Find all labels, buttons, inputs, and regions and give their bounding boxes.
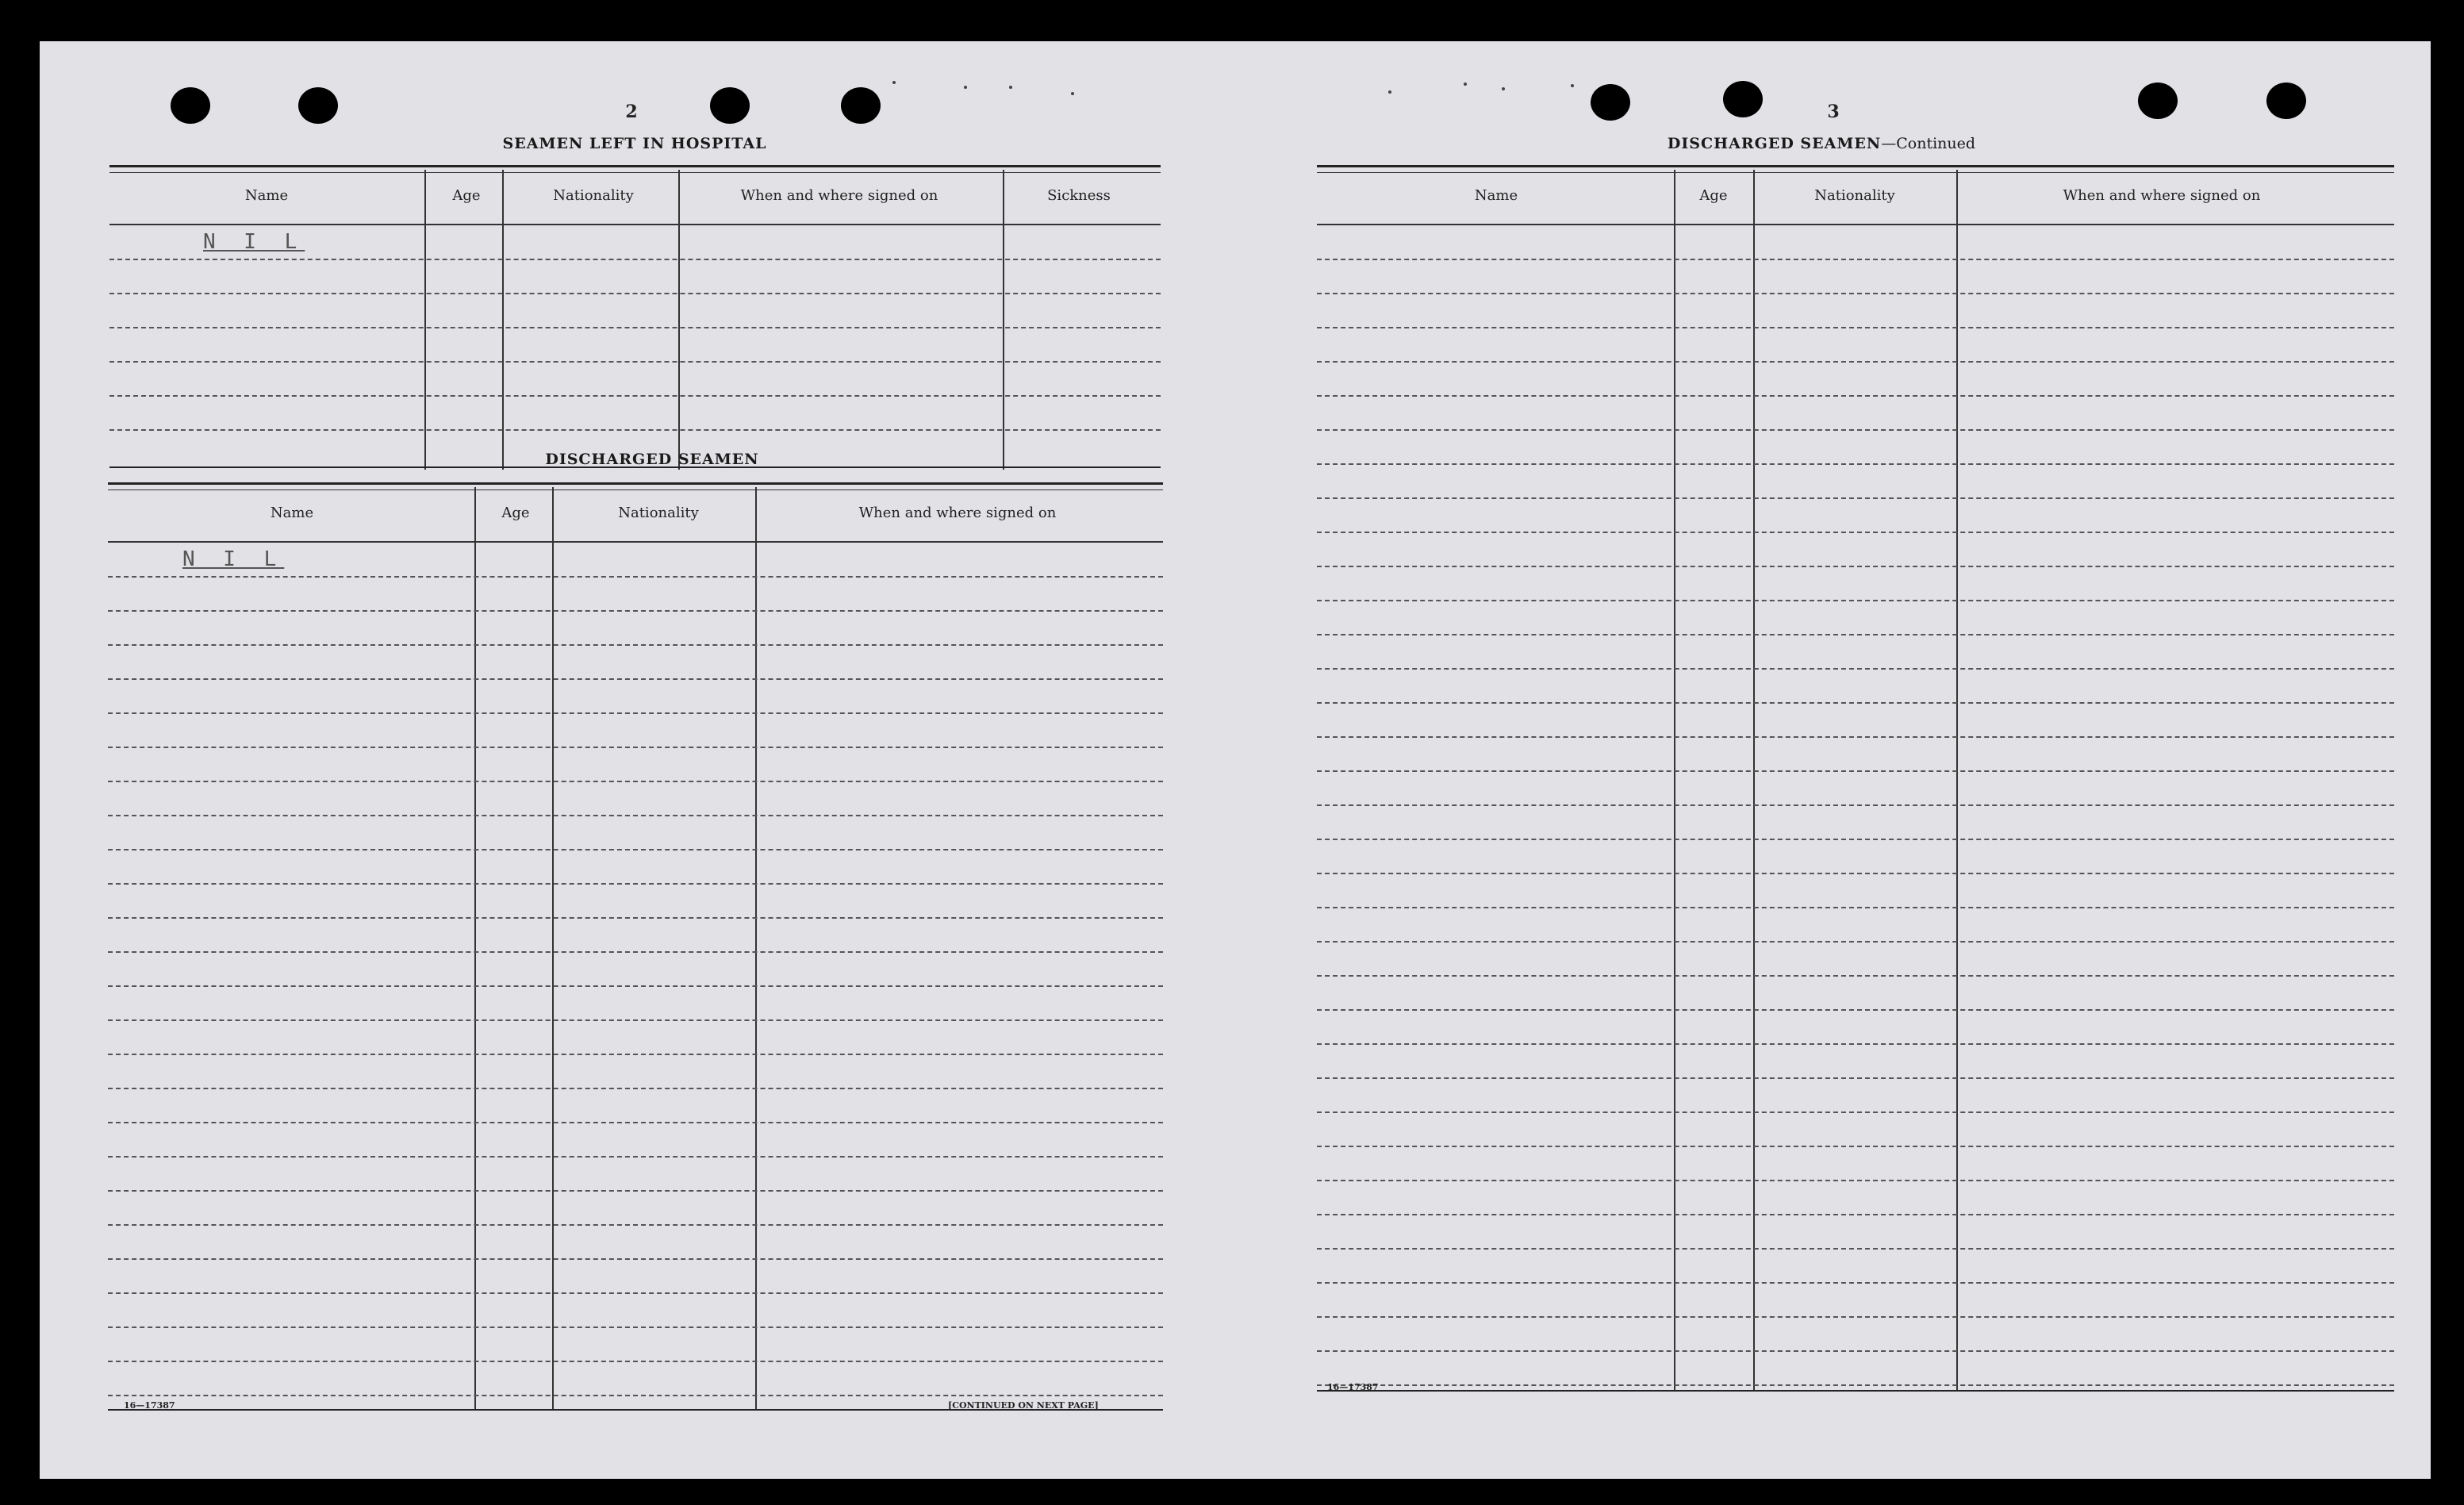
row-line bbox=[1317, 293, 2394, 294]
column-header-age: Age bbox=[452, 187, 481, 204]
column-divider bbox=[474, 487, 476, 1411]
row-line bbox=[1317, 1248, 2394, 1250]
column-header-signed-on: When and where signed on bbox=[858, 505, 1057, 521]
row-line bbox=[109, 293, 1161, 294]
row-line bbox=[108, 1258, 1163, 1260]
row-line bbox=[108, 610, 1163, 612]
row-line bbox=[1317, 736, 2394, 738]
column-header-nationality: Nationality bbox=[553, 187, 634, 204]
page-number-right: 3 bbox=[1827, 102, 1840, 122]
column-divider bbox=[1956, 170, 1958, 1392]
row-line bbox=[108, 815, 1163, 816]
row-line bbox=[1317, 1146, 2394, 1147]
section-title-discharged-continued bbox=[1668, 135, 1975, 152]
row-line bbox=[108, 1190, 1163, 1192]
speck bbox=[1571, 84, 1574, 87]
row-line bbox=[1317, 1214, 2394, 1215]
row-line bbox=[1317, 770, 2394, 772]
column-header-nationality: Nationality bbox=[1814, 187, 1895, 204]
row-line bbox=[109, 429, 1161, 431]
row-line bbox=[109, 327, 1161, 328]
page-number-left: 2 bbox=[625, 102, 638, 122]
row-line bbox=[1317, 566, 2394, 567]
column-header-name: Name bbox=[1474, 187, 1518, 204]
punch-hole bbox=[298, 87, 338, 124]
punch-hole bbox=[1591, 84, 1630, 121]
row-line bbox=[109, 395, 1161, 397]
row-line bbox=[1317, 1350, 2394, 1352]
hospital-entry-nil: N I L bbox=[203, 230, 305, 254]
row-line bbox=[1317, 1180, 2394, 1181]
header-underline bbox=[1317, 224, 2394, 225]
row-line bbox=[108, 1019, 1163, 1021]
row-line bbox=[1317, 873, 2394, 874]
row-line bbox=[1317, 1282, 2394, 1284]
row-line bbox=[108, 678, 1163, 680]
speck bbox=[1502, 87, 1505, 90]
punch-hole bbox=[710, 87, 750, 124]
title-suffix: —Continued bbox=[1881, 135, 1976, 152]
row-line bbox=[108, 644, 1163, 646]
column-divider bbox=[424, 170, 426, 470]
row-line bbox=[108, 1292, 1163, 1294]
row-line bbox=[1317, 668, 2394, 670]
punch-hole bbox=[841, 87, 881, 124]
row-line bbox=[1317, 395, 2394, 397]
speck bbox=[1388, 90, 1391, 94]
column-header-age: Age bbox=[501, 505, 530, 521]
table-top-rule bbox=[108, 482, 1163, 490]
row-line bbox=[1317, 532, 2394, 533]
row-line bbox=[1317, 634, 2394, 635]
punch-hole bbox=[2138, 83, 2178, 119]
discharged-entry-nil: N I L bbox=[182, 547, 285, 571]
discharged-table-left bbox=[108, 482, 1163, 1434]
row-line bbox=[1317, 1384, 2394, 1386]
speck bbox=[1009, 86, 1012, 89]
row-line bbox=[108, 747, 1163, 748]
row-line bbox=[108, 883, 1163, 885]
row-line bbox=[108, 1156, 1163, 1158]
row-line bbox=[1317, 1111, 2394, 1113]
continued-note: [CONTINUED ON NEXT PAGE] bbox=[948, 1400, 1099, 1411]
form-number-right: 16—17387 bbox=[1327, 1382, 1379, 1392]
row-line bbox=[1317, 975, 2394, 977]
column-header-name: Name bbox=[244, 187, 289, 204]
row-line bbox=[108, 1361, 1163, 1362]
section-title-discharged: DISCHARGED SEAMEN bbox=[545, 451, 759, 468]
row-line bbox=[1317, 1077, 2394, 1079]
row-line bbox=[108, 576, 1163, 578]
column-header-signed-on: When and where signed on bbox=[740, 187, 938, 204]
column-divider bbox=[1753, 170, 1755, 1392]
row-line bbox=[108, 1122, 1163, 1123]
row-line bbox=[1317, 1043, 2394, 1045]
speck bbox=[964, 86, 967, 89]
punch-hole bbox=[2266, 83, 2306, 119]
row-line bbox=[1317, 907, 2394, 908]
speck bbox=[1071, 92, 1074, 95]
column-divider bbox=[678, 170, 680, 470]
row-line bbox=[109, 361, 1161, 363]
title-text: DISCHARGED SEAMEN bbox=[1667, 135, 1882, 152]
column-divider bbox=[502, 170, 504, 470]
table-top-rule bbox=[1317, 165, 2394, 173]
row-line bbox=[1317, 429, 2394, 431]
row-line bbox=[108, 1326, 1163, 1328]
row-line bbox=[1317, 361, 2394, 363]
row-line bbox=[1317, 463, 2394, 465]
row-line bbox=[1317, 1316, 2394, 1318]
row-line bbox=[108, 1054, 1163, 1055]
row-line bbox=[108, 1088, 1163, 1089]
row-line bbox=[108, 917, 1163, 919]
row-line bbox=[108, 781, 1163, 782]
row-line bbox=[108, 712, 1163, 714]
row-line bbox=[108, 849, 1163, 850]
speck bbox=[892, 81, 896, 84]
row-line bbox=[108, 985, 1163, 987]
discharged-table-right bbox=[1317, 165, 2394, 1428]
column-header-signed-on: When and where signed on bbox=[2063, 187, 2261, 204]
section-title-hospital: SEAMEN LEFT IN HOSPITAL bbox=[502, 135, 767, 152]
column-header-age: Age bbox=[1699, 187, 1728, 204]
row-line bbox=[109, 259, 1161, 260]
row-line bbox=[1317, 1009, 2394, 1011]
table-bottom-rule bbox=[1317, 1390, 2394, 1392]
row-line bbox=[1317, 600, 2394, 601]
column-divider bbox=[755, 487, 757, 1411]
column-header-sickness: Sickness bbox=[1047, 187, 1111, 204]
row-line bbox=[1317, 941, 2394, 943]
column-header-nationality: Nationality bbox=[618, 505, 699, 521]
row-line bbox=[108, 1395, 1163, 1396]
row-line bbox=[108, 951, 1163, 953]
row-line bbox=[1317, 259, 2394, 260]
speck bbox=[1464, 83, 1467, 86]
column-divider bbox=[552, 487, 554, 1411]
document-sheet bbox=[40, 41, 2431, 1479]
hospital-table bbox=[109, 165, 1161, 474]
column-divider bbox=[1674, 170, 1675, 1392]
row-line bbox=[1317, 804, 2394, 806]
column-divider bbox=[1003, 170, 1004, 470]
form-number-left: 16—17387 bbox=[124, 1400, 175, 1411]
punch-hole bbox=[1723, 81, 1763, 117]
row-line bbox=[1317, 497, 2394, 499]
column-header-name: Name bbox=[270, 505, 314, 521]
row-line bbox=[108, 1224, 1163, 1226]
header-underline bbox=[108, 541, 1163, 543]
row-line bbox=[1317, 839, 2394, 840]
punch-hole bbox=[171, 87, 210, 124]
row-line bbox=[1317, 702, 2394, 704]
row-line bbox=[1317, 327, 2394, 328]
